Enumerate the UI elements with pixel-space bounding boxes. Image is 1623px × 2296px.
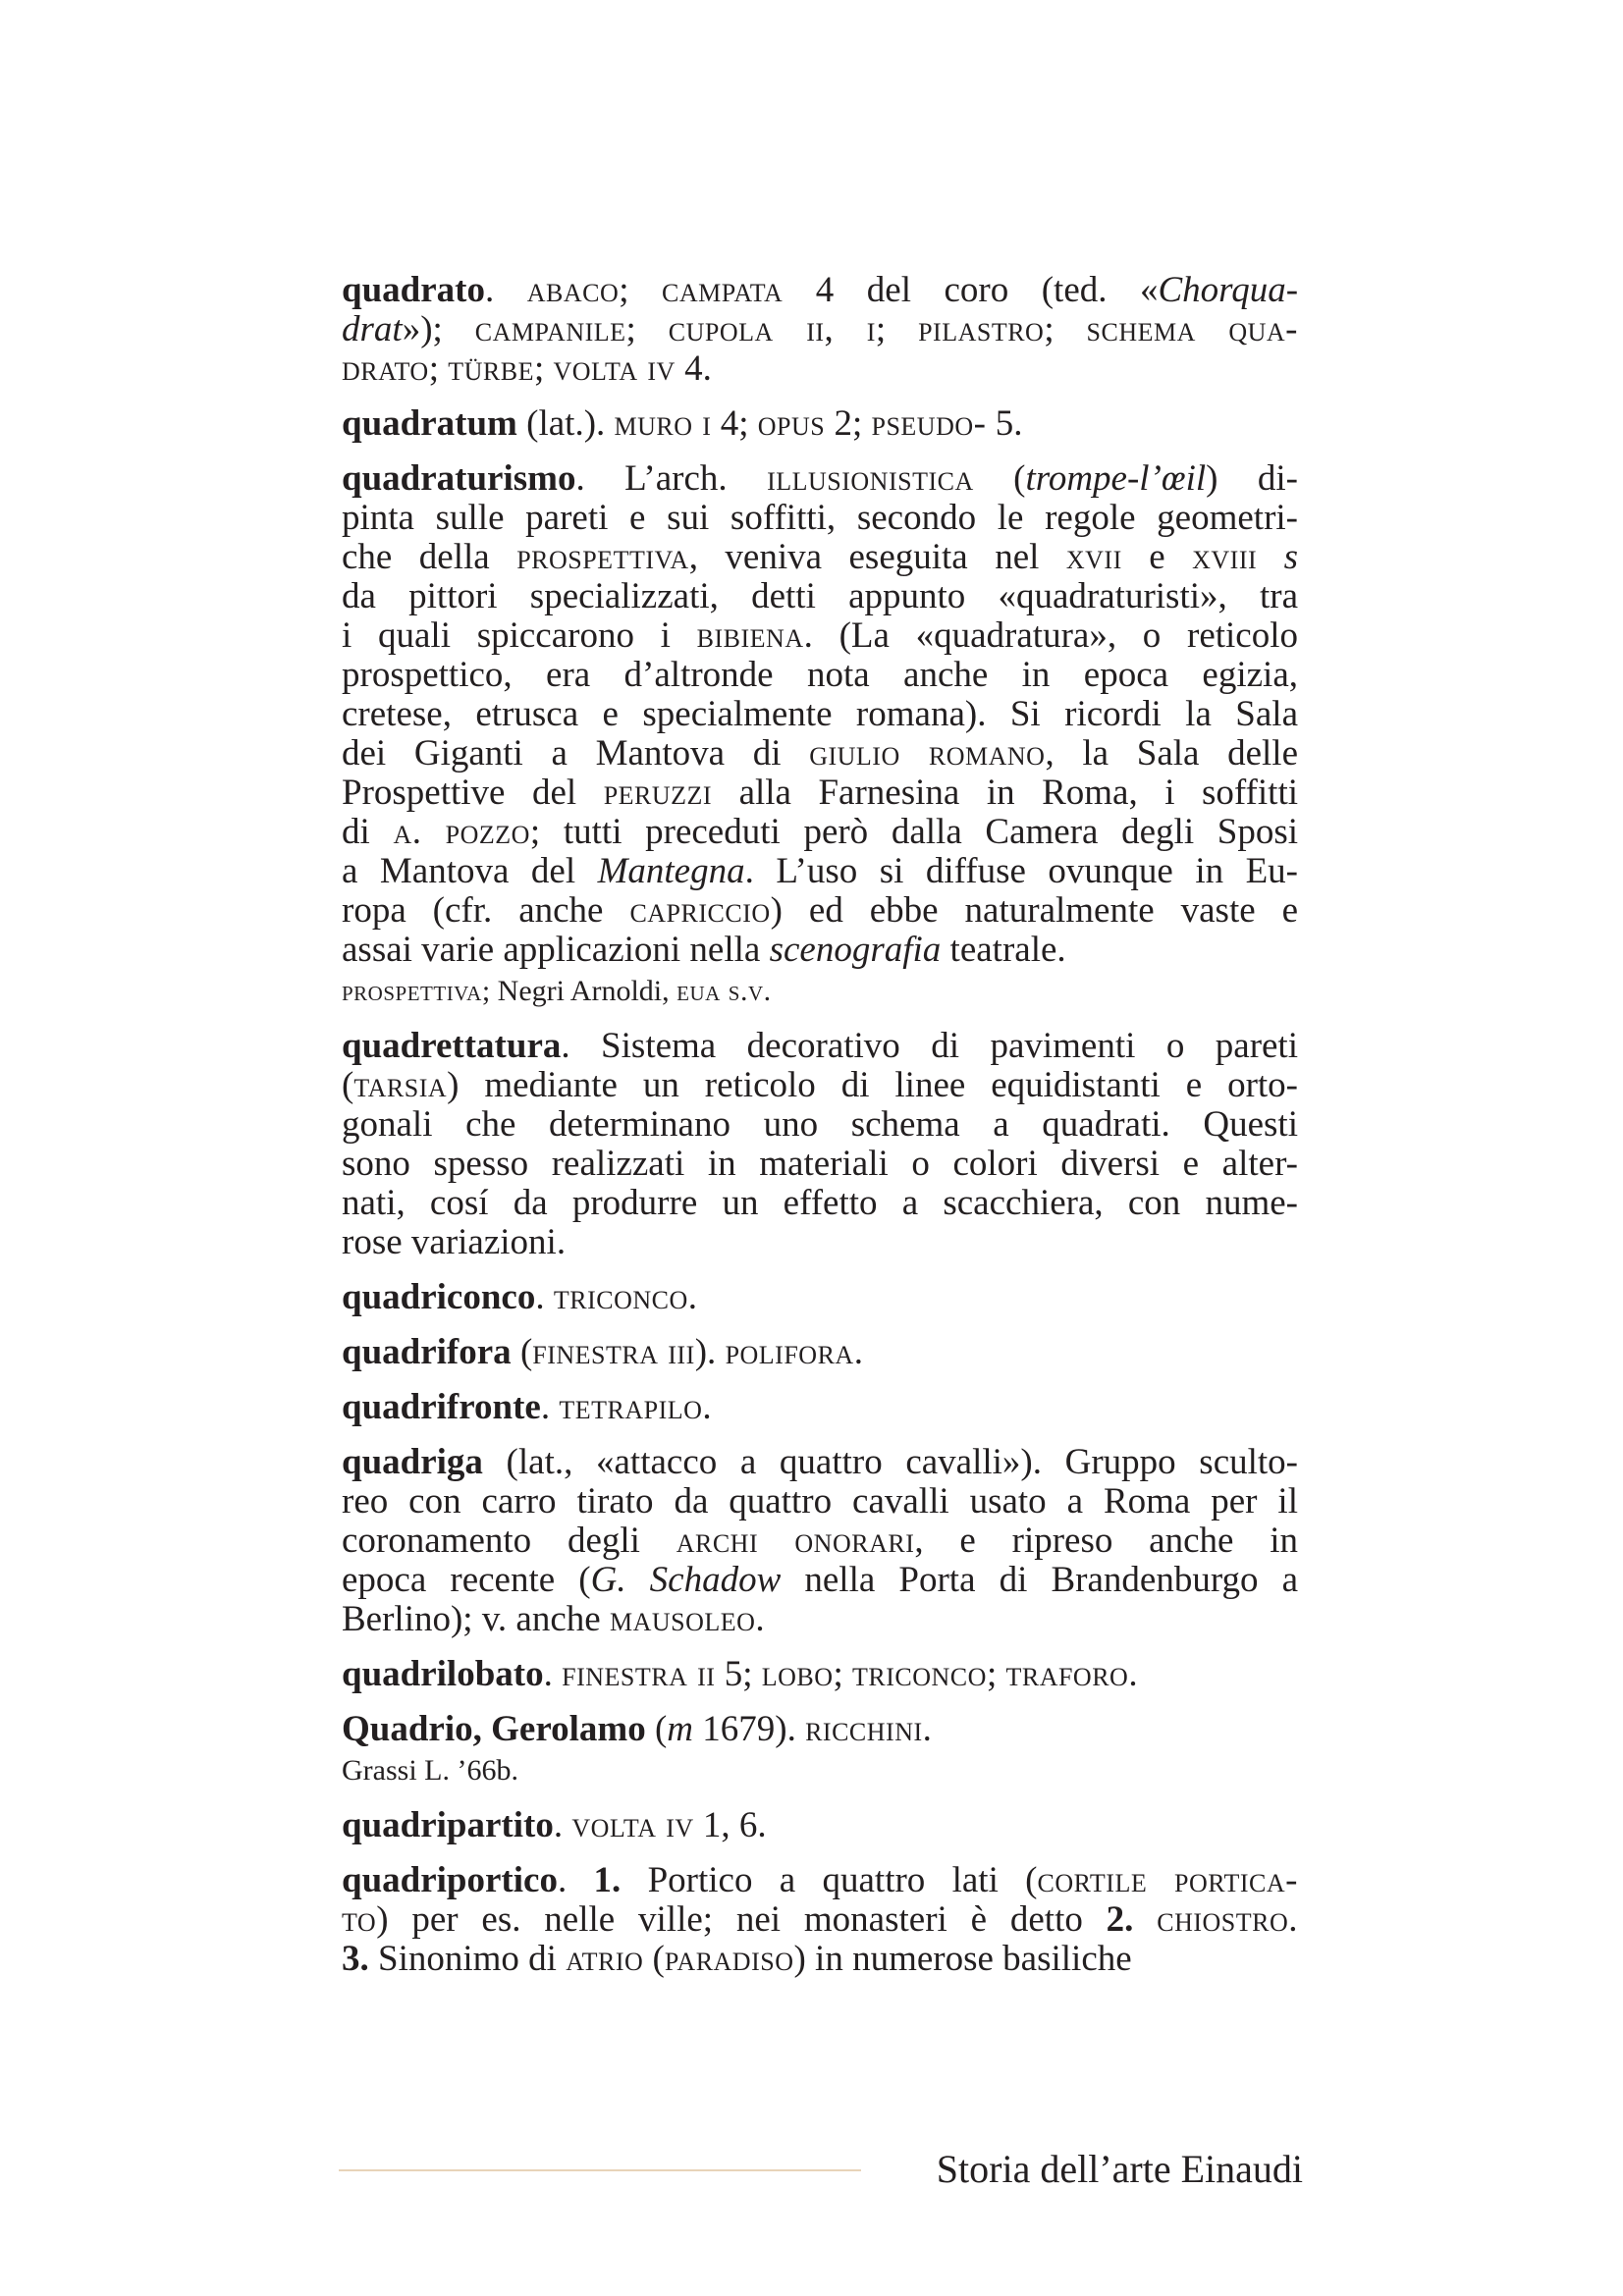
text-run: 5. — [986, 403, 1023, 444]
text-run: ( — [511, 1332, 533, 1372]
dictionary-entry — [342, 1710, 1298, 1790]
entry-line — [342, 404, 1298, 444]
cross-reference: cortile portica- — [1037, 1860, 1299, 1900]
text-run: ( — [645, 1709, 668, 1749]
dictionary-entry — [342, 1655, 1298, 1694]
cross-reference: cupola ii, i — [668, 309, 876, 349]
italic-text: Chorqua- — [1158, 270, 1299, 310]
headword: quadrato — [342, 270, 485, 310]
headword: quadraturismo — [342, 458, 576, 499]
cross-reference: tetrapilo. — [559, 1387, 713, 1427]
cross-reference: campanile — [474, 309, 626, 349]
cross-reference: polifora. — [725, 1332, 864, 1372]
bibliography-reference — [342, 972, 1298, 1011]
text-run: nati, cosí da produrre un effetto a scacchiera, con nume- — [342, 1183, 1298, 1223]
cross-reference: eua s.v. — [676, 975, 772, 1007]
text-run: . — [540, 1387, 560, 1427]
cross-reference: opus — [757, 403, 826, 444]
cross-reference: finestra ii — [562, 1654, 716, 1694]
text-run: epoca recente ( — [342, 1560, 591, 1600]
entry-line — [342, 538, 1298, 577]
text-run: »); — [402, 309, 475, 349]
text-run: ; — [1044, 309, 1087, 349]
text-run: Portico a quattro lati ( — [621, 1860, 1038, 1900]
text-run: , la Sala delle — [1045, 733, 1299, 774]
cross-reference: mausoleo. — [609, 1599, 766, 1639]
cross-reference: xvii — [1065, 537, 1122, 577]
cross-reference: giulio romano — [809, 733, 1046, 774]
italic-text: trompe-l’œil — [1025, 458, 1207, 499]
text-run: . — [484, 270, 527, 310]
dictionary-entry — [342, 1333, 1298, 1372]
headword: quadriga — [342, 1442, 483, 1482]
text-run: . — [557, 1860, 594, 1900]
cross-reference: triconco — [852, 1654, 987, 1694]
text-run: reo con carro tirato da quattro cavalli usato a Roma per il — [342, 1481, 1298, 1522]
entry-line — [342, 1145, 1298, 1184]
headword: 3. — [342, 1939, 369, 1979]
text-run: dei Giganti a Mantova di — [342, 733, 810, 774]
dictionary-entry — [342, 459, 1298, 1011]
entry-line — [342, 499, 1298, 538]
dictionary-text — [342, 271, 1298, 1995]
text-run: ). — [694, 1332, 726, 1372]
text-run — [1257, 537, 1283, 577]
cross-reference: drato — [342, 348, 429, 389]
text-run: pinta sulle pareti e sui soffitti, secondo le regole geometri- — [342, 498, 1298, 538]
dictionary-entry — [342, 404, 1298, 444]
headword: quadratum — [342, 403, 517, 444]
cross-reference: pseudo- — [871, 403, 987, 444]
headword: Quadrio, Gerolamo — [342, 1709, 646, 1749]
text-run: ) per es. nelle ville; nei monasteri è detto — [376, 1899, 1107, 1940]
text-run: 1, 6. — [693, 1805, 767, 1845]
cross-reference: tarsia — [353, 1065, 448, 1105]
entry-line — [342, 1900, 1298, 1940]
text-run: ; — [533, 348, 554, 389]
italic-text: G. Schadow — [590, 1560, 782, 1600]
entry-line — [342, 1522, 1298, 1561]
text-run: (lat.). — [516, 403, 615, 444]
headword: quadriportico — [342, 1860, 558, 1900]
text-run: 1679). — [693, 1709, 806, 1749]
text-run: 5; — [715, 1654, 762, 1694]
cross-reference: muro i — [614, 403, 712, 444]
headword: quadripartito — [342, 1805, 554, 1845]
headword: 2. — [1106, 1899, 1134, 1940]
text-run: , veniva eseguita nel — [688, 537, 1066, 577]
entry-line — [342, 1655, 1298, 1694]
cross-reference: bibiena — [696, 615, 804, 656]
text-run: ) ed ebbe naturalmente vaste e — [770, 890, 1299, 931]
cross-reference: triconco. — [553, 1277, 698, 1317]
text-run: ; — [619, 270, 663, 310]
entry-line — [342, 1710, 1298, 1749]
headword: quadrilobato — [342, 1654, 544, 1694]
entry-line — [342, 695, 1298, 734]
italic-text: scenografia — [769, 930, 942, 970]
cross-reference: peruzzi — [603, 773, 713, 813]
entry-line — [342, 1861, 1298, 1900]
text-run: ) mediante un reticolo di linee equidistanti e orto- — [447, 1065, 1298, 1105]
entry-line — [342, 1443, 1298, 1482]
italic-text: Mantegna — [597, 851, 745, 891]
entry-line — [342, 1027, 1298, 1066]
entry-line — [342, 1806, 1298, 1845]
entry-line — [342, 1105, 1298, 1145]
text-run: ( — [973, 458, 1026, 499]
text-run: . L’arch. — [575, 458, 768, 499]
text-run: a Mantova del — [342, 851, 598, 891]
text-run: ; — [875, 309, 919, 349]
cross-reference: a. pozzo — [393, 812, 530, 852]
headword: quadrettatura — [342, 1026, 562, 1066]
text-run: Sinonimo di — [368, 1939, 567, 1979]
entry-line — [342, 459, 1298, 499]
text-run: 4; — [711, 403, 758, 444]
text-run: di — [342, 812, 394, 852]
entry-line — [342, 813, 1298, 852]
dictionary-entry — [342, 1806, 1298, 1845]
entry-line — [342, 310, 1298, 349]
dictionary-entry — [342, 1443, 1298, 1639]
entry-line — [342, 656, 1298, 695]
entry-line — [342, 271, 1298, 310]
cross-reference: prospettiva — [342, 975, 482, 1007]
text-run: ; — [428, 348, 449, 389]
cross-reference: capriccio — [629, 890, 771, 931]
text-run: alla Farnesina in Roma, i soffitti — [712, 773, 1298, 813]
cross-reference: finestra iii — [532, 1332, 695, 1372]
text-run: gonali che determinano uno schema a quadrati. Questi — [342, 1104, 1298, 1145]
text-run: 4. — [675, 348, 712, 389]
entry-line — [342, 1223, 1298, 1262]
dictionary-entry — [342, 1027, 1298, 1262]
footer-rule — [339, 2169, 861, 2171]
text-run: assai varie applicazioni nella — [342, 930, 770, 970]
cross-reference: chiostro. — [1157, 1899, 1299, 1940]
entry-line — [342, 616, 1298, 656]
text-run: 4 del coro (ted. « — [783, 270, 1159, 310]
entry-line — [342, 349, 1298, 389]
text-run: , e ripreso anche in — [914, 1521, 1298, 1561]
text-run — [1133, 1899, 1157, 1940]
text-run: . — [543, 1654, 563, 1694]
text-run: ; — [833, 1654, 853, 1694]
entry-line — [342, 1184, 1298, 1223]
entry-line — [342, 774, 1298, 813]
text-run: cretese, etrusca e specialmente romana). Si ricordi la Sala — [342, 694, 1298, 734]
entry-line — [342, 1561, 1298, 1600]
footer-title: Storia dell’arte Einaudi — [936, 2147, 1303, 2191]
text-run: ; Negri Arnoldi, — [481, 975, 677, 1007]
italic-text: drat — [342, 309, 403, 349]
cross-reference: xviii — [1192, 537, 1258, 577]
cross-reference: campata — [662, 270, 784, 310]
cross-reference: archi onorari — [676, 1521, 915, 1561]
cross-reference: volta iv — [553, 348, 676, 389]
text-run: Grassi L. ’66b. — [342, 1754, 518, 1787]
text-run: ( — [342, 1065, 354, 1105]
text-run: . L’uso si diffuse ovunque in Eu- — [744, 851, 1298, 891]
entry-line — [342, 1940, 1298, 1979]
cross-reference: lobo — [761, 1654, 834, 1694]
text-run: . Sistema decorativo di pavimenti o pareti — [561, 1026, 1298, 1066]
cross-reference: to — [342, 1899, 377, 1940]
cross-reference: volta iv — [571, 1805, 694, 1845]
text-run: i quali spiccarono i — [342, 615, 697, 656]
headword: quadrifronte — [342, 1387, 541, 1427]
entry-line — [342, 852, 1298, 891]
entry-line — [342, 1066, 1298, 1105]
text-run: prospettico, era d’altronde nota anche in epoca egizia, — [342, 655, 1298, 695]
cross-reference: illusionistica — [767, 458, 974, 499]
text-run: ( — [643, 1939, 665, 1979]
entry-line — [342, 931, 1298, 970]
cross-reference: atrio — [566, 1939, 644, 1979]
dictionary-entry — [342, 1278, 1298, 1317]
entry-line — [342, 1482, 1298, 1522]
cross-reference: türbe — [448, 348, 534, 389]
dictionary-entry — [342, 1861, 1298, 1979]
entry-line — [342, 1388, 1298, 1427]
dictionary-entry — [342, 1388, 1298, 1427]
italic-text: s — [1283, 537, 1299, 577]
bibliography-reference — [342, 1751, 1298, 1790]
text-run: . — [553, 1805, 572, 1845]
text-run: e — [1121, 537, 1193, 577]
text-run: da pittori specializzati, detti appunto «quadraturisti», tra — [342, 576, 1298, 616]
text-run: 2; — [825, 403, 872, 444]
entry-line — [342, 577, 1298, 616]
text-run: rose variazioni. — [342, 1222, 567, 1262]
dictionary-entry — [342, 271, 1298, 389]
text-run: nella Porta di Brandenburgo a — [781, 1560, 1298, 1600]
entry-line — [342, 891, 1298, 931]
text-run: ) in numerose basiliche — [793, 1939, 1132, 1979]
entry-line — [342, 1600, 1298, 1639]
text-run: teatrale. — [941, 930, 1066, 970]
headword: quadriconco — [342, 1277, 536, 1317]
cross-reference: schema qua- — [1086, 309, 1298, 349]
text-run: sono spesso realizzati in materiali o colori diversi e alter- — [342, 1144, 1298, 1184]
cross-reference: prospettiva — [516, 537, 689, 577]
entry-line — [342, 1333, 1298, 1372]
cross-reference: pilastro — [918, 309, 1045, 349]
text-run: coronamento degli — [342, 1521, 676, 1561]
text-run: ; — [986, 1654, 1006, 1694]
cross-reference: abaco — [526, 270, 620, 310]
text-run: Prospettive del — [342, 773, 604, 813]
text-run: . — [535, 1277, 554, 1317]
text-run: ) di- — [1206, 458, 1298, 499]
italic-text: m — [667, 1709, 694, 1749]
text-run: ; — [625, 309, 669, 349]
text-run: (lat., «attacco a quattro cavalli»). Gruppo sculto- — [482, 1442, 1298, 1482]
cross-reference: traforo. — [1005, 1654, 1139, 1694]
headword: quadrifora — [342, 1332, 512, 1372]
text-run: che della — [342, 537, 517, 577]
cross-reference: ricchini. — [805, 1709, 933, 1749]
text-run: ; tutti preceduti però dalla Camera degli Sposi — [529, 812, 1299, 852]
text-run: . (La «quadratura», o reticolo — [803, 615, 1299, 656]
text-run: ropa (cfr. anche — [342, 890, 630, 931]
entry-line — [342, 734, 1298, 774]
headword: 1. — [593, 1860, 622, 1900]
text-run: Berlino); v. anche — [342, 1599, 610, 1639]
cross-reference: paradiso — [664, 1939, 794, 1979]
entry-line — [342, 1278, 1298, 1317]
